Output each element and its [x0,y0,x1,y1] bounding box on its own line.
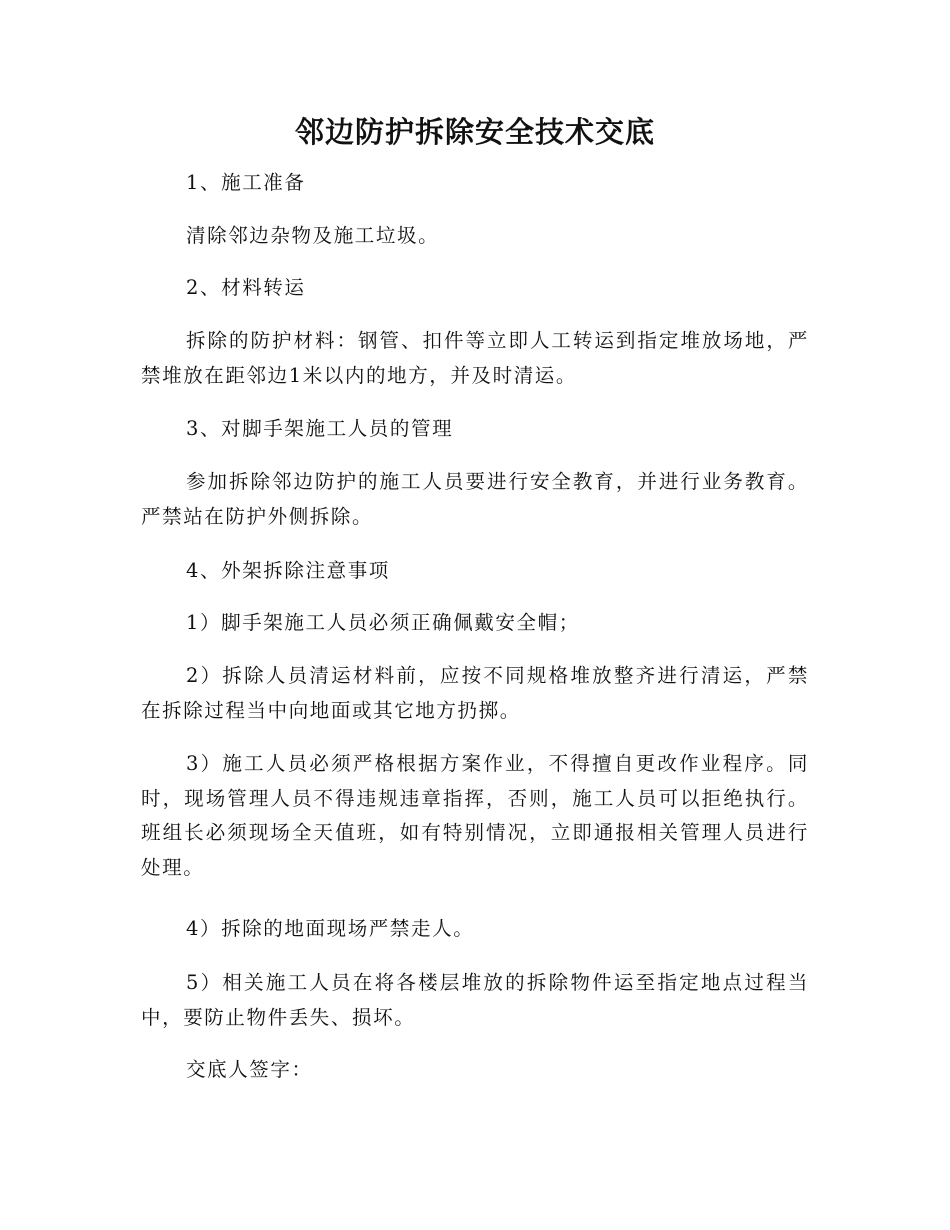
paragraph-material-transfer: 拆除的防护材料：钢管、扣件等立即人工转运到指定堆放场地，严禁堆放在距邻边1米以内的地方，并及时清运。 [141,329,809,387]
document-title: 邻边防护拆除安全技术交底 [294,115,655,149]
list-item-note-1: 1）脚手架施工人员必须正确佩戴安全帽； [186,611,580,634]
section-heading-preparation: 1、施工准备 [186,171,306,194]
list-item-note-3: 3）施工人员必须严格根据方案作业，不得擅自更改作业程序。同时，现场管理人员不得违规违章指挥，否则，施工人员可以拒绝执行。班组长必须现场全天值班，如有特别情况，立即通报相关管理人员进行处理。 [141,752,809,879]
paragraph-personnel-management: 参加拆除邻边防护的施工人员要进行安全教育，并进行业务教育。严禁站在防护外侧拆除。 [141,470,809,528]
section-heading-material-transfer: 2、材料转运 [186,276,306,299]
list-item-note-2: 2）拆除人员清运材料前，应按不同规格堆放整齐进行清运，严禁在拆除过程当中向地面或其它地方扔掷。 [141,664,809,722]
list-item-note-5: 5）相关施工人员在将各楼层堆放的拆除物件运至指定地点过程当中，要防止物件丢失、损坏。 [141,971,809,1029]
list-item-note-4: 4）拆除的地面现场严禁走人。 [186,917,475,940]
signature-label: 交底人签字： [186,1058,313,1081]
section-heading-personnel-management: 3、对脚手架施工人员的管理 [186,417,454,440]
section-heading-dismantling-notes: 4、外架拆除注意事项 [186,559,390,582]
paragraph-preparation: 清除邻边杂物及施工垃圾。 [186,224,440,247]
